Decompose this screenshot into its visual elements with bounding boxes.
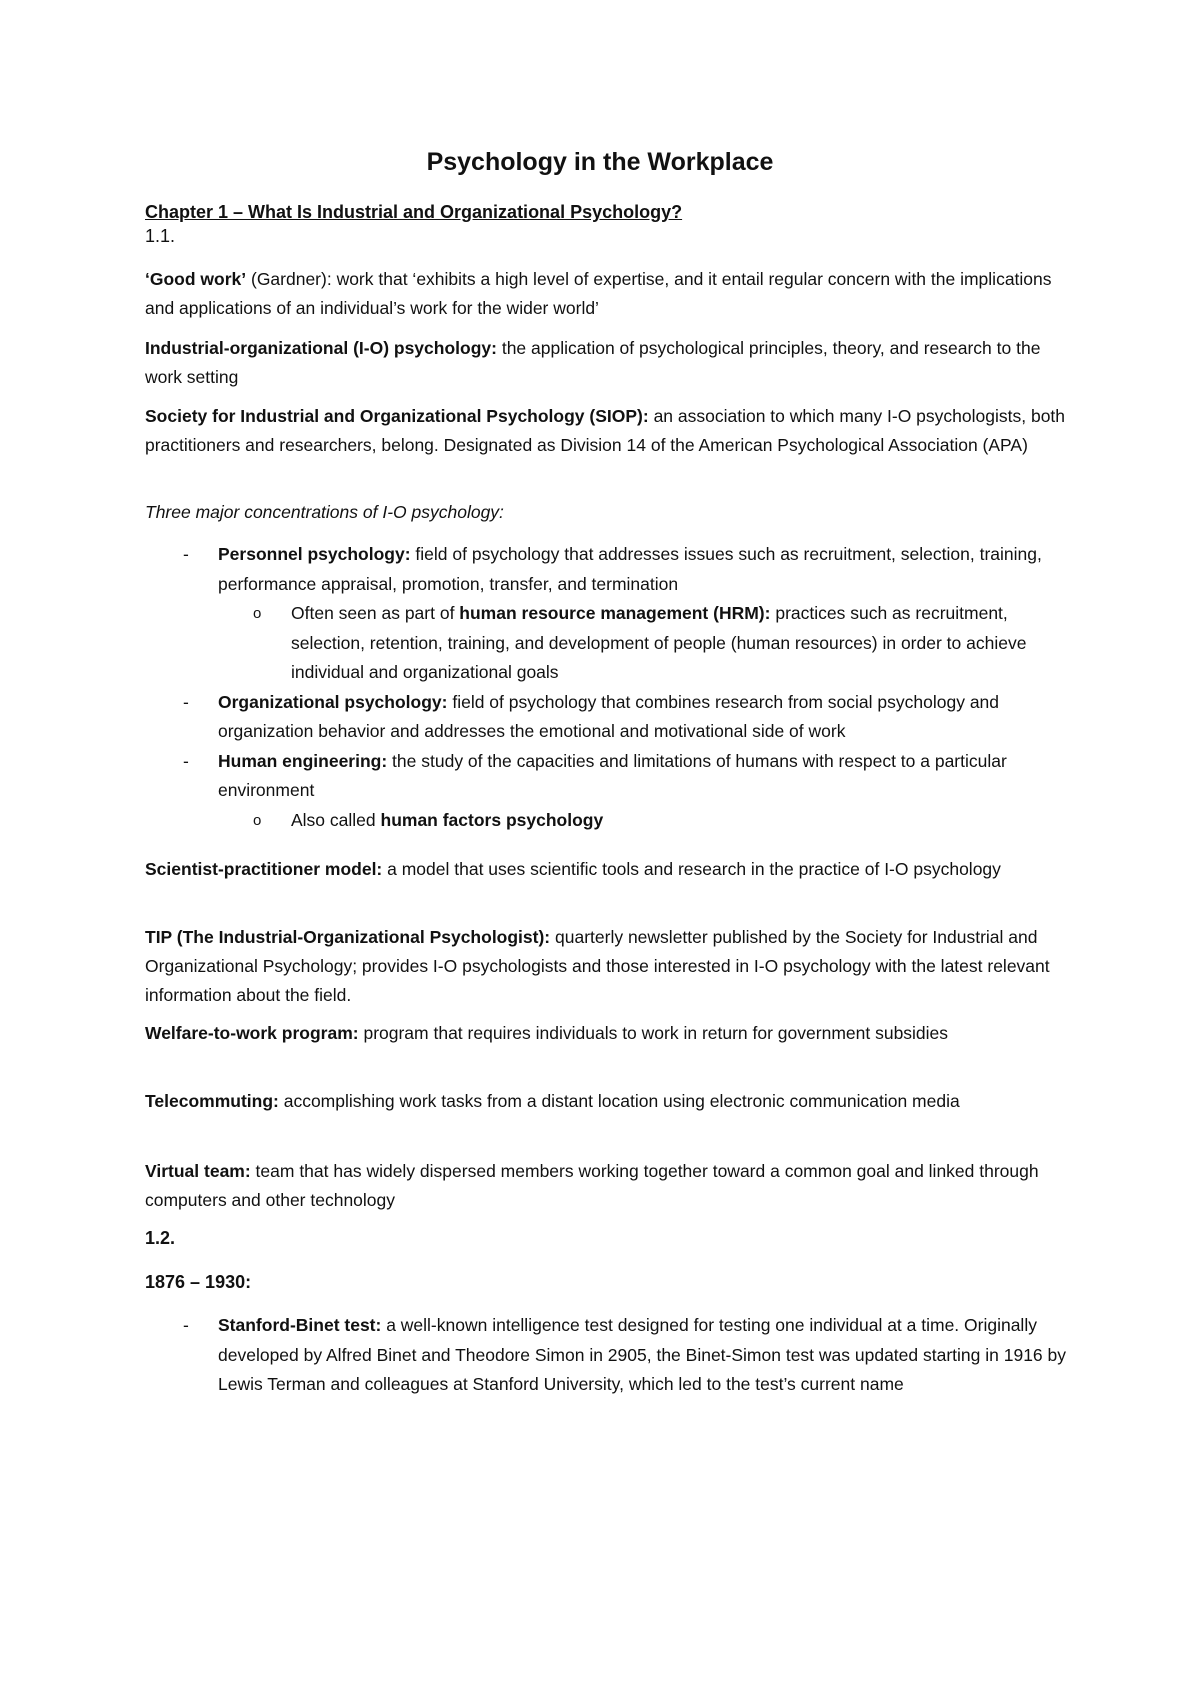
- circle-bullet: o: [253, 811, 262, 829]
- definition-text: accomplishing work tasks from a distant location using electronic communication media: [278, 1091, 960, 1111]
- sub-item-prefix: Often seen as part of: [291, 603, 460, 623]
- dash-bullet: -: [183, 544, 189, 564]
- sub-item-hrm: [218, 599, 1075, 688]
- definition-scientist-practitioner: [145, 855, 1075, 884]
- dash-bullet: -: [183, 750, 189, 771]
- era-list: [145, 1311, 1075, 1400]
- definition-io-psychology: [145, 334, 1075, 392]
- item-text: a well-known intelligence test designed for testing one individual at a time. Originally developed by Alfred Binet and Theodore Simon in 2905, the Binet-Simon test was updated starting in 1916 by Lewis Terman and colleagues at Stanford University, which led to the test’s current name: [218, 1315, 1067, 1394]
- definition-text: the application of psychological principles, theory, and research to the work setting: [145, 338, 1041, 387]
- definition-term: Virtual team:: [145, 1161, 251, 1181]
- concentrations-list: [145, 540, 1075, 835]
- definition-term: Telecommuting:: [145, 1091, 279, 1111]
- section-number-1-1: 1.1.: [145, 226, 176, 246]
- era-heading: 1876 – 1930:: [145, 1272, 252, 1292]
- definition-term: Welfare-to-work program:: [145, 1023, 359, 1043]
- definition-text: an association to which many I-O psychologists, both practitioners and researchers, belong. Designated as Division 14 of the American Psychological Association (APA): [145, 406, 1066, 455]
- chapter-heading: Chapter 1 – What Is Industrial and Organizational Psychology?: [145, 202, 683, 222]
- definition-text: quarterly newsletter published by the Society for Industrial and Organizational Psychology; provides I-O psychologists and those interested in I-O psychology with the latest relevant information about the field.: [145, 927, 1050, 1005]
- definition-term: Industrial-organizational (I-O) psychology:: [145, 338, 497, 358]
- definition-text: (Gardner): work that ‘exhibits a high level of expertise, and it entail regular concern with the implications and applications of an individual’s work for the wider world’: [145, 269, 1052, 318]
- sub-list: [218, 599, 1075, 688]
- dash-bullet: -: [183, 1315, 189, 1335]
- definition-term: TIP (The Industrial-Organizational Psychologist):: [145, 927, 551, 947]
- definition-tip: [145, 923, 1075, 1010]
- concentrations-intro: Three major concentrations of I-O psychology:: [145, 502, 504, 522]
- definition-text: team that has widely dispersed members working together toward a common goal and linked through computers and other technology: [145, 1161, 1039, 1210]
- definition-welfare-to-work: [145, 1019, 1075, 1048]
- item-text: field of psychology that addresses issues such as recruitment, selection, training, performance appraisal, promotion, transfer, and termination: [218, 544, 1042, 594]
- definition-text: program that requires individuals to work in return for government subsidies: [358, 1023, 949, 1043]
- item-term: Stanford-Binet test:: [218, 1315, 382, 1335]
- item-term: Personnel psychology:: [218, 544, 411, 564]
- definition-siop: [145, 402, 1075, 460]
- definition-text: a model that uses scientific tools and research in the practice of I-O psychology: [382, 859, 1001, 879]
- list-item-human-engineering: [145, 747, 1075, 836]
- sub-item-prefix: Also called: [291, 809, 381, 830]
- item-text: the study of the capacities and limitations of humans with respect to a particular environment: [218, 750, 1007, 800]
- definition-good-work: [145, 265, 1075, 323]
- list-item-organizational-psychology: [145, 688, 1075, 747]
- sub-item-term: human factors psychology: [380, 809, 604, 830]
- dash-bullet: -: [183, 691, 189, 712]
- definition-virtual-team: [145, 1157, 1075, 1215]
- document-title: Psychology in the Workplace: [426, 148, 774, 176]
- definition-term: ‘Good work’: [145, 269, 247, 289]
- section-number-1-2: 1.2.: [145, 1228, 176, 1248]
- sub-item-human-factors: [218, 806, 1075, 836]
- item-term: Organizational psychology:: [218, 691, 448, 712]
- circle-bullet: o: [253, 605, 262, 622]
- sub-list: [218, 806, 1075, 836]
- list-item-personnel-psychology: [145, 540, 1075, 688]
- sub-item-text: practices such as recruitment, selection, retention, training, and development of people (human resources) in order to achieve individual and organizational goals: [291, 603, 1027, 682]
- definition-term: Scientist-practitioner model:: [145, 859, 383, 879]
- definition-term: Society for Industrial and Organizational Psychology (SIOP):: [145, 406, 649, 426]
- item-term: Human engineering:: [218, 750, 388, 771]
- sub-item-term: human resource management (HRM):: [459, 603, 771, 623]
- definition-telecommuting: [145, 1087, 1075, 1116]
- list-item-stanford-binet: [145, 1311, 1075, 1400]
- item-text: field of psychology that combines research from social psychology and organization behavior and addresses the emotional and motivational side of work: [218, 691, 1000, 741]
